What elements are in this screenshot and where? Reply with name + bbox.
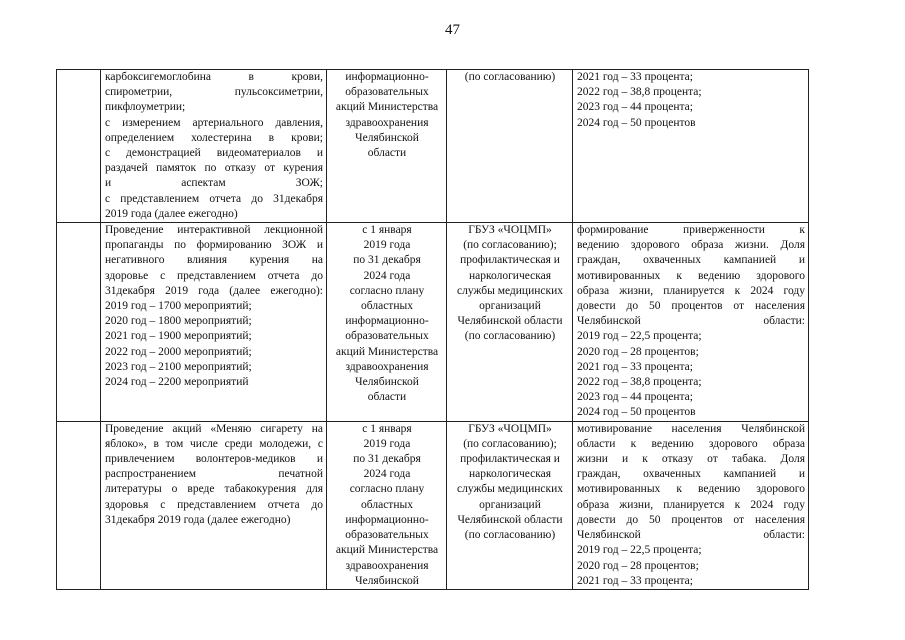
text-line: пропаганды по формированию ЗОЖ и: [105, 239, 323, 252]
text-line: яблоко», в том числе среди молодежи, с: [105, 437, 323, 450]
text-line: жизни и к отказу от табака. Доля: [577, 453, 805, 466]
text-line: 2019 года (далее ежегодно): [105, 207, 238, 220]
text-line: Челябинской области:: [577, 529, 805, 542]
text-line: пикфлоуметрии;: [105, 101, 186, 114]
text-line: 2021 год – 33 процента;: [577, 71, 693, 83]
text-line: Челябинской области: [457, 513, 563, 526]
text-line: службы медицинских: [457, 483, 563, 496]
text-line: согласно плану: [349, 284, 425, 297]
text-line: 2021 год – 33 процента;: [577, 360, 693, 373]
text-line: ГБУЗ «ЧОЦМП»: [468, 224, 552, 237]
text-line: Проведение акций «Меняю сигарету на: [105, 422, 323, 435]
text-line: информационно-: [345, 513, 429, 526]
text-line: с 1 января: [362, 422, 412, 435]
text-line: области: [367, 147, 407, 160]
text-line: 2022 год – 38,8 процента;: [577, 86, 702, 99]
text-line: с демонстрацией видеоматериалов и: [105, 147, 323, 160]
text-line: (по согласованию);: [463, 437, 557, 450]
text-line: профилактическая и: [460, 254, 560, 267]
text-line: 2019 года: [363, 239, 411, 252]
text-line: 2020 год – 28 процентов;: [577, 559, 699, 572]
result-cell: [573, 223, 809, 422]
text-line: профилактическая и: [460, 453, 560, 466]
text-line: по 31 декабря: [353, 254, 421, 267]
text-line: информационно-: [345, 71, 429, 83]
text-line: (по согласованию): [464, 330, 556, 343]
text-line: (по согласованию);: [463, 239, 557, 252]
text-line: образовательных: [345, 529, 429, 542]
text-line: организаций: [479, 498, 541, 511]
text-line: здоровья с представлением отчета до: [105, 498, 323, 511]
measures-table: [56, 69, 809, 590]
text-line: образа жизни, планируется к 2024 году: [577, 498, 805, 511]
text-line: 2019 года: [363, 437, 411, 450]
text-line: 31декабря 2019 года (далее ежегодно): [105, 513, 291, 526]
text-line: образовательных: [345, 86, 429, 99]
text-line: организаций: [479, 300, 541, 313]
text-line: раздачей памяток по отказу от курения: [105, 162, 323, 175]
text-line: Проведение интерактивной лекционной: [105, 224, 323, 237]
text-line: (по согласованию): [464, 529, 556, 542]
text-line: ведению здорового образа жизни. Доля: [577, 239, 805, 252]
text-line: 2023 год – 44 процента;: [577, 391, 693, 404]
text-line: Челябинской: [355, 574, 419, 587]
text-line: 2024 год – 50 процентов: [577, 116, 696, 129]
text-line: наркологическая: [468, 468, 552, 481]
text-line: здравоохранения: [345, 559, 429, 572]
text-line: привлечением волонтеров-медиков и: [105, 453, 323, 466]
result-cell: [573, 70, 809, 223]
text-line: мотивированных к ведению здорового: [577, 483, 805, 496]
text-line: довести до 50 процентов от населения: [577, 300, 805, 313]
text-line: 2019 год – 22,5 процента;: [577, 330, 702, 343]
text-line: 2024 года: [363, 269, 411, 282]
text-line: мотивирование населения Челябинской: [577, 422, 805, 435]
text-line: 2023 год – 44 процента;: [577, 101, 693, 114]
date-cell: [327, 70, 447, 223]
text-line: по 31 декабря: [353, 453, 421, 466]
text-line: здравоохранения: [345, 116, 429, 129]
text-line: 2023 год – 2100 мероприятий;: [105, 360, 252, 373]
text-line: Челябинской области: [457, 315, 563, 328]
activity-cell: [101, 223, 327, 422]
table-row: [57, 421, 809, 589]
text-line: Челябинской области:: [577, 315, 805, 328]
text-line: 2024 года: [363, 468, 411, 481]
text-line: формирование приверженности к: [577, 224, 805, 237]
text-line: Челябинской: [355, 376, 419, 389]
text-line: карбоксигемоглобина в крови,: [105, 71, 323, 83]
row-number-cell: [57, 70, 101, 223]
text-line: 2021 год – 1900 мероприятий;: [105, 330, 252, 343]
text-line: мотивированных к ведению здорового: [577, 269, 805, 282]
text-line: 2020 год – 1800 мероприятий;: [105, 315, 252, 328]
row-number-cell: [57, 421, 101, 589]
responsible-cell: [447, 70, 573, 223]
text-line: Челябинской: [355, 131, 419, 144]
text-line: довести до 50 процентов от населения: [577, 513, 805, 526]
text-line: 2019 год – 1700 мероприятий;: [105, 300, 252, 313]
text-line: спирометрии, пульсоксиметрии,: [105, 86, 323, 99]
text-line: области к ведению здорового образа: [577, 437, 805, 450]
responsible-cell: [447, 421, 573, 589]
activity-cell: [101, 70, 327, 223]
table-row: [57, 70, 809, 223]
text-line: акций Министерства: [335, 101, 439, 114]
text-line: здоровье с представлением отчета до: [105, 269, 323, 282]
result-cell: [573, 421, 809, 589]
text-line: акций Министерства: [335, 544, 439, 557]
text-line: службы медицинских: [457, 284, 563, 297]
text-line: согласно плану: [349, 483, 425, 496]
text-line: (по согласованию): [464, 71, 556, 83]
text-line: 2022 год – 2000 мероприятий;: [105, 345, 252, 358]
text-line: определением холестерина в крови;: [105, 131, 323, 144]
activity-cell: [101, 421, 327, 589]
text-line: наркологическая: [468, 269, 552, 282]
text-line: акций Министерства: [335, 345, 439, 358]
date-cell: [327, 421, 447, 589]
date-cell: [327, 223, 447, 422]
text-line: 2021 год – 33 процента;: [577, 574, 693, 587]
text-line: области: [367, 391, 407, 404]
text-line: и аспектам ЗОЖ;: [105, 177, 323, 190]
text-line: с 1 января: [362, 224, 412, 237]
text-line: 2020 год – 28 процентов;: [577, 345, 699, 358]
text-line: образа жизни, планируется к 2024 году: [577, 284, 805, 297]
text-line: образовательных: [345, 330, 429, 343]
text-line: 31декабря 2019 года (далее ежегодно):: [105, 284, 323, 297]
row-number-cell: [57, 223, 101, 422]
text-line: информационно-: [345, 315, 429, 328]
text-line: с представлением отчета до 31декабря: [105, 192, 323, 205]
text-line: граждан, охваченных кампанией и: [577, 468, 805, 481]
text-line: 2022 год – 38,8 процента;: [577, 376, 702, 389]
text-line: с измерением артериального давления,: [105, 116, 323, 129]
text-line: областных: [361, 300, 413, 313]
table-row: [57, 223, 809, 422]
text-line: 2024 год – 50 процентов: [577, 406, 696, 419]
text-line: 2024 год – 2200 мероприятий: [105, 376, 249, 389]
text-line: ГБУЗ «ЧОЦМП»: [468, 422, 552, 435]
text-line: областных: [361, 498, 413, 511]
text-line: граждан, охваченных кампанией и: [577, 254, 805, 267]
page-number: 47: [445, 22, 460, 38]
text-line: распространением печатной: [105, 468, 323, 481]
responsible-cell: [447, 223, 573, 422]
text-line: негативного влияния курения на: [105, 254, 323, 267]
text-line: здравоохранения: [345, 360, 429, 373]
text-line: 2019 год – 22,5 процента;: [577, 544, 702, 557]
text-line: литературы о вреде табакокурения для: [105, 483, 323, 496]
